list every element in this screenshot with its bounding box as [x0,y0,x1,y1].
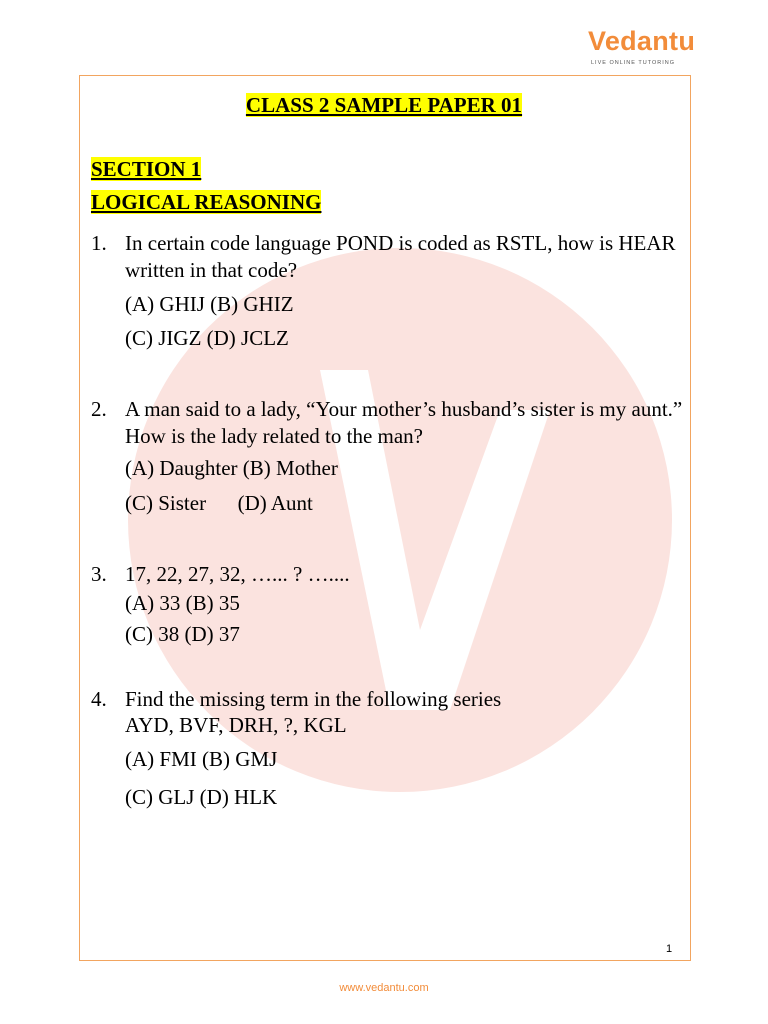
question-text: A man said to a lady, “Your mother’s husband’s sister is my aunt.” How is the lady related to the man? [125,397,683,448]
page-number: 1 [666,943,673,955]
vedantu-logo [588,26,696,72]
question-1-options-row-1: (A) GHIJ (B) GHIZ [125,292,294,316]
question-3-options-row-1: (A) 33 (B) 35 [125,591,240,615]
question-number: 3. [91,562,107,586]
question-4-series: AYD, BVF, DRH, ?, KGL [125,713,347,737]
logo-tagline: LIVE ONLINE TUTORING [591,60,675,66]
question-text: Find the missing term in the following series [125,687,502,711]
question-2-options-row-2: (C) Sister (D) Aunt [125,491,313,515]
question-2-options-row-1: (A) Daughter (B) Mother [125,456,338,480]
section-number-row [91,157,201,182]
section-name: LOGICAL REASONING [91,190,322,214]
question-number: 4. [91,687,107,711]
footer-link[interactable]: www.vedantu.com [339,982,429,994]
question-1-options-row-2: (C) JIGZ (D) JCLZ [125,326,289,350]
question-4-options-row-2: (C) GLJ (D) HLK [125,785,278,809]
paper-title: CLASS 2 SAMPLE PAPER 01 [245,93,523,117]
question-text: 17, 22, 27, 32, …... ? ….... [125,562,350,586]
question-number: 1. [91,231,107,255]
logo-wordmark: Vedantu [588,26,696,56]
section-name-row [91,190,321,215]
question-4-options-row-1: (A) FMI (B) GMJ [125,747,278,771]
footer-url [0,982,768,994]
section-number: SECTION 1 [91,157,202,181]
question-3-options-row-2: (C) 38 (D) 37 [125,622,240,646]
question-text: In certain code language POND is coded as RSTL, how is HEAR written in that code? [125,231,676,282]
question-number: 2. [91,397,107,421]
paper-title-row [0,93,768,118]
